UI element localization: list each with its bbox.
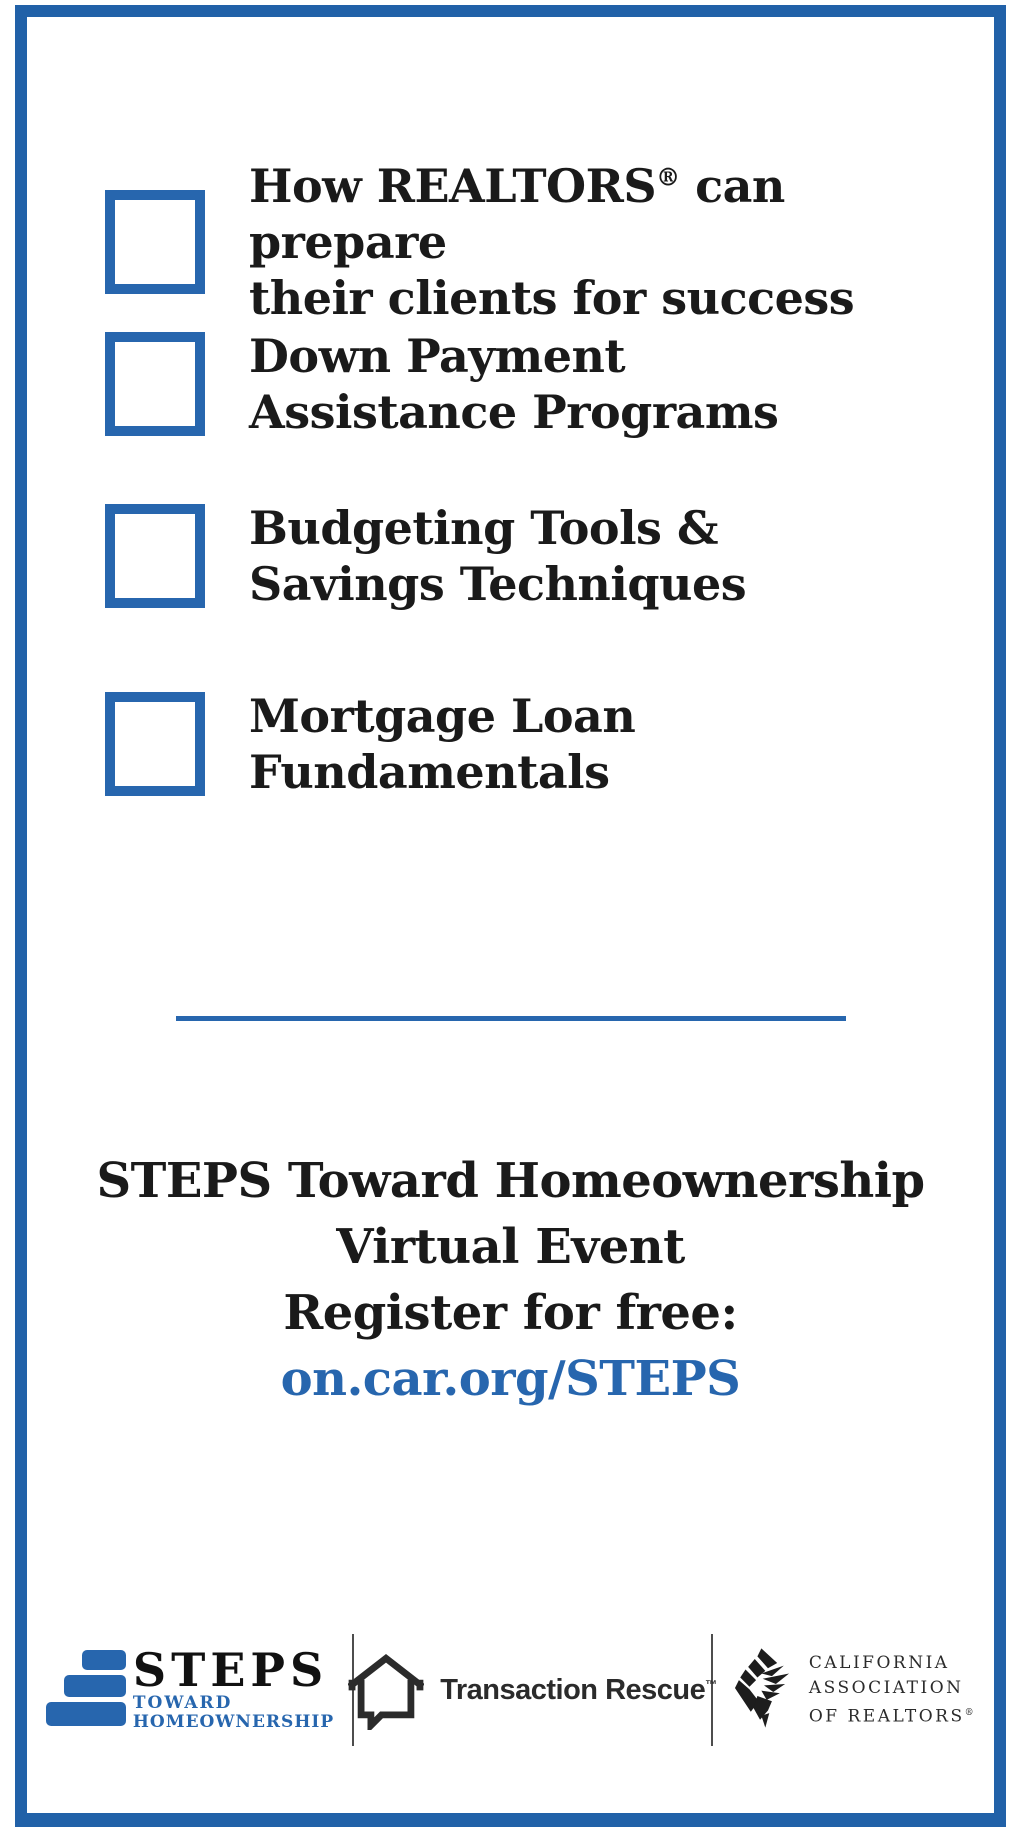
car-logo-line: OF REALTORS®	[808, 1706, 977, 1727]
checklist-item-line: Down Payment	[249, 329, 626, 383]
steps-logo-subtitle: HOMEOWNERSHIP	[132, 1712, 335, 1732]
car-association-logo	[713, 1634, 994, 1746]
checklist-item-label	[249, 500, 746, 612]
steps-stairs-icon	[45, 1648, 127, 1728]
checklist-row	[105, 688, 976, 800]
car-bear-emblem-icon	[731, 1647, 797, 1733]
event-info-block	[0, 1148, 1021, 1412]
transaction-rescue-logo	[352, 1634, 717, 1746]
footer-logo-bar	[27, 1634, 994, 1746]
steps-logo-subtitle: TOWARD	[132, 1693, 233, 1713]
car-logo-line: CALIFORNIA	[808, 1652, 950, 1673]
registered-trademark-symbol: ®	[656, 162, 680, 192]
checklist-item-label	[249, 328, 778, 440]
checkbox-item-4[interactable]	[105, 692, 205, 796]
checklist-item-label	[249, 158, 976, 326]
checklist-item-line: Savings Techniques	[249, 557, 747, 611]
steps-registration-link[interactable]: on.car.org/STEPS	[280, 1351, 741, 1407]
car-logo-line: ASSOCIATION	[808, 1677, 964, 1698]
checklist-item-label	[249, 688, 976, 800]
checkbox-item-2[interactable]	[105, 332, 205, 436]
checklist-item-line: Assistance Programs	[249, 385, 779, 439]
section-divider-line	[176, 1016, 846, 1021]
checklist-row	[105, 328, 976, 440]
event-subtitle-line: Virtual Event	[336, 1219, 685, 1275]
checklist-row	[105, 158, 976, 326]
transaction-rescue-label: Transaction Rescue™	[440, 1673, 717, 1706]
checkbox-item-1[interactable]	[105, 190, 205, 294]
steps-logo-title: STEPS	[132, 1643, 329, 1697]
steps-logo	[27, 1634, 352, 1746]
house-speech-bubble-icon	[348, 1650, 424, 1730]
checklist-row	[105, 500, 976, 612]
event-title-line: STEPS Toward Homeownership	[96, 1153, 925, 1209]
registered-trademark-symbol: ®	[964, 1707, 977, 1718]
trademark-symbol: ™	[705, 1676, 717, 1691]
checklist-item-line: Budgeting Tools &	[249, 501, 718, 555]
checkbox-item-3[interactable]	[105, 504, 205, 608]
event-register-line: Register for free:	[283, 1285, 738, 1341]
checklist-item-line: How REALTORS® can prepare	[249, 159, 785, 269]
checklist-item-line: their clients for success	[249, 271, 855, 325]
checklist-item-line: Mortgage Loan Fundamentals	[249, 689, 636, 799]
